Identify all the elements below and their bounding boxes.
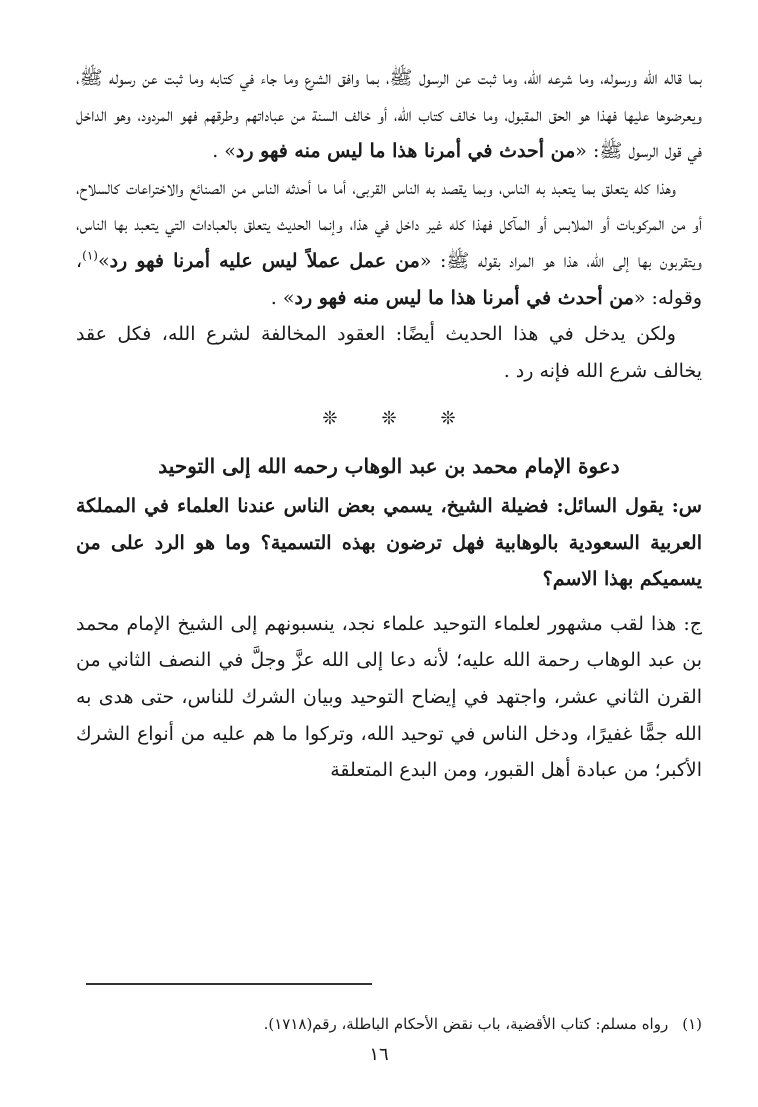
asterisk-icon: ❊ xyxy=(381,408,397,430)
hadith-quote-1: من عمل عملاً ليس عليه أمرنا فهو رد xyxy=(109,249,420,272)
paragraph-1-text: بما قاله الله ورسوله، وما شرعه الله، وما ثبت عن الرسول ﷺ، بما وافق الشرع وما جاء في كتابه وما ثبت عن رسوله ﷺ، ويعرضوها عليها فهذا هو الحق المقبول، وما خالف كتاب الله، أو خالف السنة من عباداتهم وطرقهم فهو المردود، وهو الداخل في قول الرسول ﷺ: « xyxy=(76,67,702,163)
hadith-quote-2: من أحدث في أمرنا هذا ما ليس منه فهو رد xyxy=(294,286,634,309)
asterisk-icon: ❊ xyxy=(440,408,456,430)
answer-text: ج: هذا لقب مشهور لعلماء التوحيد علماء نجد، ينسبونهم إلى الشيخ الإمام محمد بن عبد الوهاب رحمة الله عليه؛ لأنه دعا إلى الله عزَّ وجلَّ في النصف الثاني من القرن الثاني عشر، واجتهد في إيضاح التوحيد وبيان الشرك للناس، حتى هدى به الله جمًّا غفيرًا، ودخل الناس في توحيد الله، وتركوا ما هم عليه من أنواع الشرك الأكبر؛ من عبادة أهل القبور، ومن البدع المتعلقة xyxy=(76,612,702,782)
footnote-text: رواه مسلم: كتاب الأقضية، باب نقض الأحكام الباطلة، رقم(١٧١٨). xyxy=(263,1015,669,1033)
paragraph-1-end: » . xyxy=(212,140,236,163)
paragraph-3: ولكن يدخل في هذا الحديث أيضًا: العقود المخالفة لشرع الله، فكل عقد يخالف شرع الله فإنه رد . xyxy=(76,323,702,382)
paragraph-1 xyxy=(76,60,702,170)
footnote-number: (١) xyxy=(682,1015,702,1033)
paragraph-2 xyxy=(76,170,702,316)
asterisk-icon: ❊ xyxy=(322,408,338,430)
section-separator xyxy=(76,401,702,438)
footnote xyxy=(76,1012,702,1036)
paragraph-2-text: وهذا كله يتعلق بما يتعبد به الناس، وبما يقصد به الناس القربى، أما ما أحدثه الناس من الصنائع والاختراعات كالسلاح، أو من المركوبات أو الملابس أو المآكل فهذا كله غير داخل في هذا، وإنما الحديث يتعلق بالعبادات التي يتعبد بها الناس، ويتقربون بها إلى الله، هذا هو المراد بقوله ﷺ: « xyxy=(76,176,702,272)
paragraph-2-end: » . xyxy=(270,286,295,309)
footnote-reference[interactable]: (١) xyxy=(82,248,98,263)
quote-close: » xyxy=(97,249,110,272)
paragraph-2-connector: ، وقوله: « xyxy=(76,249,702,309)
page-number: ١٦ xyxy=(369,1044,389,1065)
hadith-quote: من أحدث في أمرنا هذا ما ليس منه فهو رد xyxy=(235,140,576,163)
main-text xyxy=(76,60,702,789)
question-text: س: يقول السائل: فضيلة الشيخ، يسمي بعض الناس عندنا العلماء في المملكة العربية السعودية بالوهابية فهل ترضون بهذه التسمية؟ وما هو الرد على من يسميكم بهذا الاسم؟ xyxy=(76,494,702,591)
footnote-divider xyxy=(86,983,372,985)
section-title: دعوة الإمام محمد بن عبد الوهاب رحمه الله إلى التوحيد xyxy=(158,453,620,478)
